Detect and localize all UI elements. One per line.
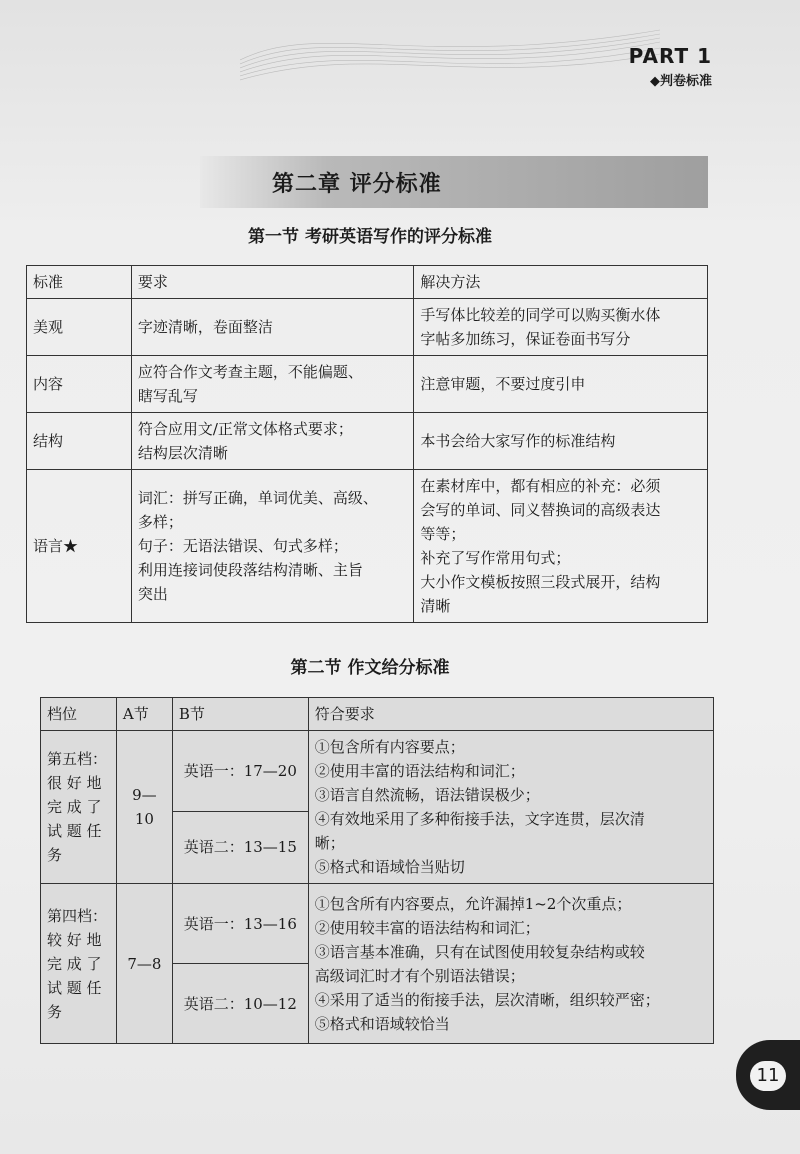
scoring-bands-table: [40, 697, 714, 1044]
header-criterion: 标准: [27, 266, 132, 299]
requirement-line: ①包含所有内容要点，允许漏掉1~2个次重点；: [314, 894, 632, 913]
section2-title: 第二节 作文给分标准: [290, 658, 450, 678]
requirement-line: 结构层次清晰: [137, 444, 228, 462]
requirement-line: 句子：无语法错误、句式多样；: [137, 537, 348, 555]
requirement-line: ⑤格式和语域较恰当: [314, 1014, 450, 1033]
solution-line: 手写体比较差的同学可以购买衡水体: [420, 306, 661, 324]
table-header-row: [27, 266, 708, 299]
header-requirements: 符合要求: [308, 698, 713, 731]
b-score-cell: 英语二：13—15: [172, 811, 308, 883]
part-subtitle: ◆判卷标准: [650, 74, 712, 89]
solution-cell: 注意审题，不要过度引申: [414, 356, 708, 413]
band-line: 试 题 任: [47, 822, 102, 840]
table-header-row: [41, 698, 714, 731]
band-line: 务: [47, 846, 63, 864]
requirements-cell: [308, 884, 713, 1044]
table-row: [27, 356, 708, 413]
requirement-line: ①包含所有内容要点；: [314, 738, 465, 756]
part-title: PART 1: [628, 44, 712, 68]
requirement-line: ③语言自然流畅，语法错误极少；: [314, 786, 540, 804]
decorative-wave: [240, 8, 660, 88]
band-line: 较 好 地: [47, 930, 102, 949]
band-line: 务: [47, 1002, 63, 1021]
requirement-line: 词汇：拼写正确，单词优美、高级、: [137, 489, 378, 507]
requirement-cell: 字迹清晰，卷面整洁: [131, 299, 414, 356]
requirement-line: ②使用丰富的语法结构和词汇；: [314, 762, 525, 780]
solution-line: 在素材库中，都有相应的补充：必须: [420, 477, 661, 495]
band-cell: [41, 884, 117, 1044]
solution-line: 等等；: [420, 525, 466, 543]
writing-criteria-table: [26, 265, 708, 623]
header-band: 档位: [41, 698, 117, 731]
criterion-cell: 内容: [27, 356, 132, 413]
part-header: [629, 44, 712, 89]
header-solution: 解决方法: [414, 266, 708, 299]
table-row: [27, 299, 708, 356]
criterion-cell: 结构: [27, 413, 132, 470]
header-requirement: 要求: [131, 266, 414, 299]
band-line: 第五档：: [47, 750, 108, 768]
b-score-cell: 英语一：17—20: [172, 731, 308, 812]
band-line: 完 成 了: [47, 954, 102, 973]
a-score-cell: 9—10: [116, 731, 172, 884]
requirement-cell: [131, 356, 414, 413]
requirement-line: ②使用较丰富的语法结构和词汇；: [314, 918, 540, 937]
band-line: 第四档：: [47, 906, 108, 925]
requirement-line: 晰；: [314, 834, 345, 852]
criterion-cell: 美观: [27, 299, 132, 356]
requirement-line: 应符合作文考查主题，不能偏题、: [137, 363, 363, 381]
solution-cell: 本书会给大家写作的标准结构: [414, 413, 708, 470]
solution-line: 补充了写作常用句式；: [420, 549, 571, 567]
header-b-section: B节: [172, 698, 308, 731]
table-row: [27, 470, 708, 623]
requirements-cell: [308, 731, 713, 884]
requirement-line: 瞎写乱写: [137, 387, 198, 405]
solution-line: 大小作文模板按照三段式展开，结构: [420, 573, 661, 591]
table-row: [27, 413, 708, 470]
b-score-cell: 英语一：13—16: [172, 884, 308, 964]
header-a-section: A节: [116, 698, 172, 731]
requirement-cell: [131, 470, 414, 623]
requirement-line: ③语言基本准确，只有在试图使用较复杂结构或较: [314, 942, 645, 961]
requirement-cell: [131, 413, 414, 470]
requirement-line: ④有效地采用了多种衔接手法，文字连贯，层次清: [314, 810, 645, 828]
requirement-line: 高级词汇时才有个别语法错误；: [314, 966, 525, 985]
solution-line: 会写的单词、同义替换词的高级表达: [420, 501, 661, 519]
requirement-line: ⑤格式和语域恰当贴切: [314, 858, 465, 876]
chapter-title: 第二章 评分标准: [272, 171, 442, 197]
criterion-cell: 语言★: [27, 470, 132, 623]
band-cell: [41, 731, 117, 884]
a-score-cell: 7—8: [116, 884, 172, 1044]
band-line: 完 成 了: [47, 798, 102, 816]
requirement-line: 利用连接词使段落结构清晰、主旨: [137, 561, 363, 579]
solution-cell: [414, 299, 708, 356]
requirement-line: ④采用了适当的衔接手法，层次清晰，组织较严密；: [314, 990, 660, 1009]
table-row: [41, 731, 714, 812]
requirement-line: 突出: [137, 585, 168, 603]
requirement-line: 多样；: [137, 513, 183, 531]
section1-title: 第一节 考研英语写作的评分标准: [248, 227, 492, 247]
b-score-cell: 英语二：10—12: [172, 964, 308, 1044]
band-line: 试 题 任: [47, 978, 102, 997]
requirement-line: 符合应用文/正常文体格式要求；: [137, 420, 353, 438]
table-row: [41, 884, 714, 964]
solution-cell: [414, 470, 708, 623]
page-number: 11: [750, 1061, 786, 1091]
solution-line: 清晰: [420, 597, 451, 615]
band-line: 很 好 地: [47, 774, 102, 792]
solution-line: 字帖多加练习，保证卷面书写分: [420, 330, 631, 348]
